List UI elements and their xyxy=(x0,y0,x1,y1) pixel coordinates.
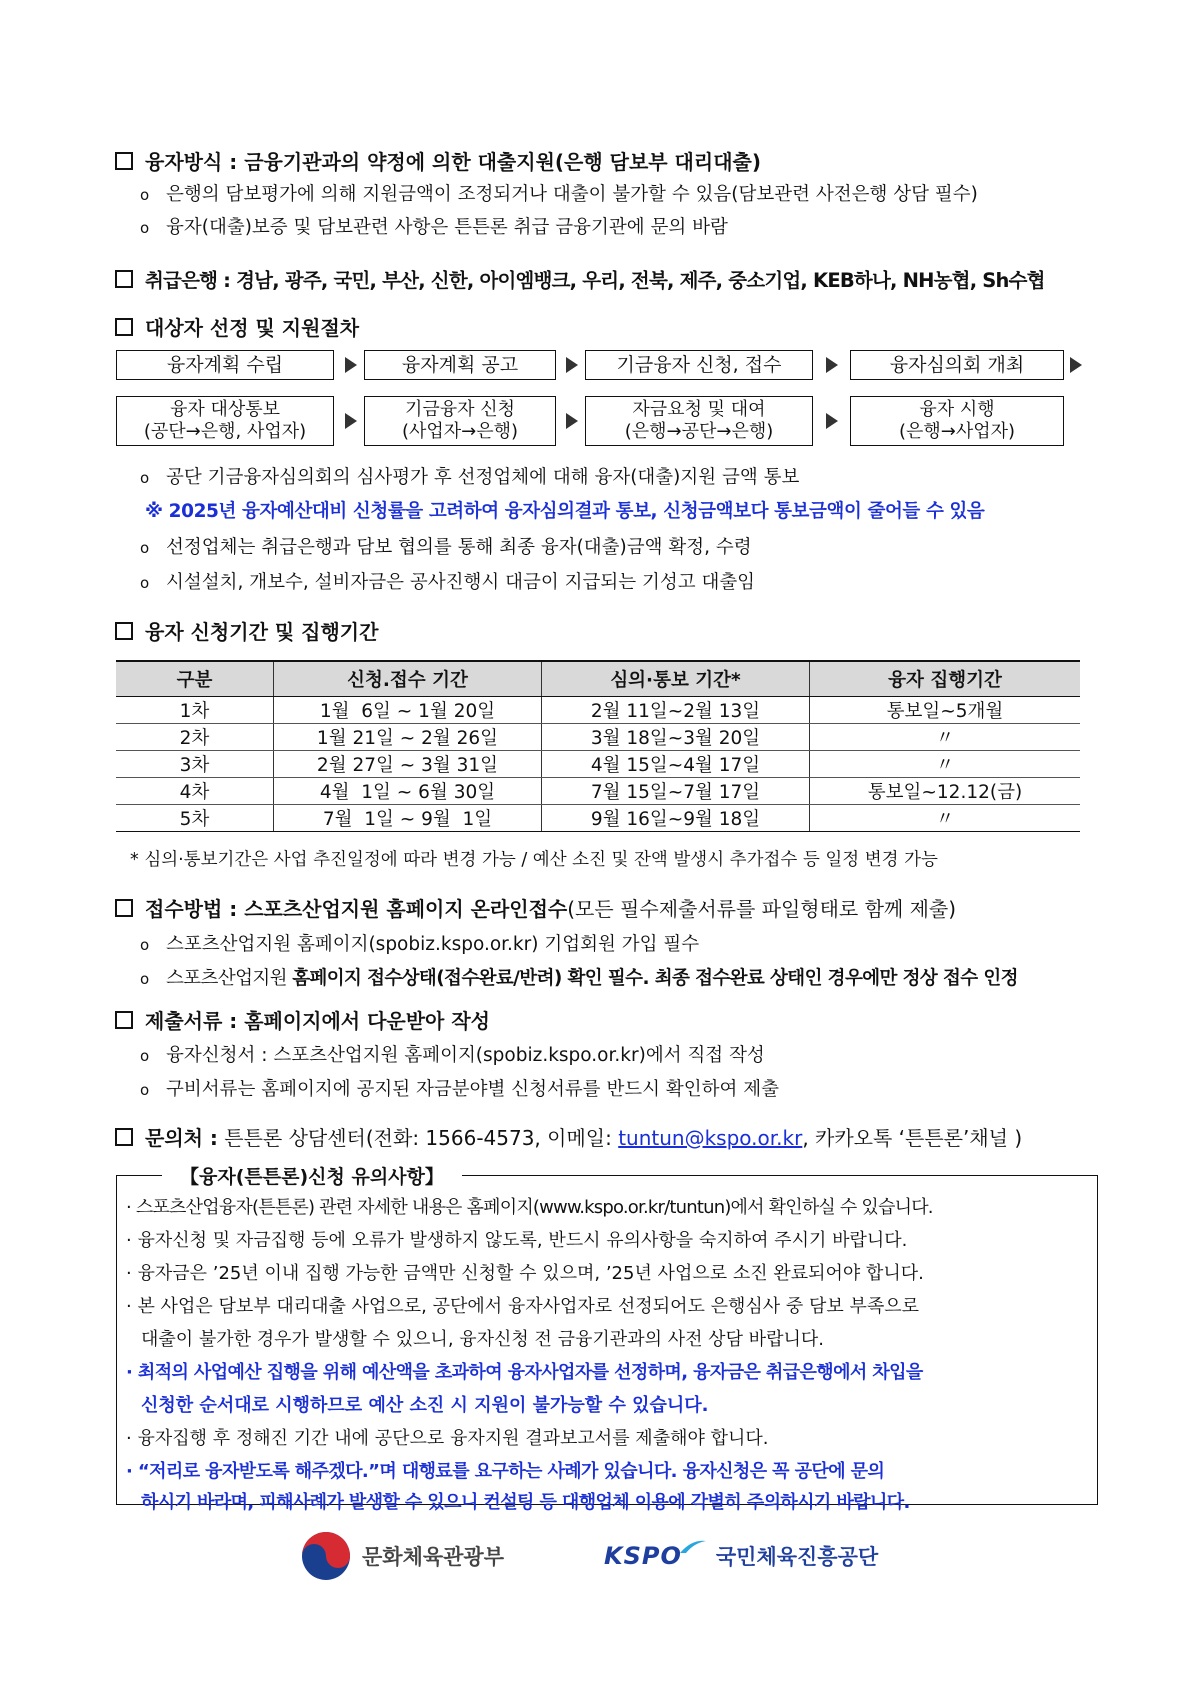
square-bullet-icon xyxy=(115,270,133,288)
section-selection xyxy=(115,312,1080,341)
kspo-wordmark: KSPO xyxy=(604,1542,682,1570)
flow-step: 자금요청 및 대여 (은행→공단→은행) xyxy=(585,396,813,446)
square-bullet-icon xyxy=(115,899,133,917)
arrow-right-icon xyxy=(826,357,838,373)
section-loan-method xyxy=(115,146,1080,175)
section-title: 제출서류 : 홈페이지에서 다운받아 작성 xyxy=(145,1009,490,1033)
list-item: o 스포츠산업지원 홈페이지 접수상태(접수완료/반려) 확인 필수. 최종 접수완료 상태인 경우에만 정상 접수 인정 xyxy=(140,968,1018,989)
list-item: o 시설설치, 개보수, 설비자금은 공사진행시 대금이 지급되는 기성고 대출임 xyxy=(140,572,756,593)
list-item: o 은행의 담보평가에 의해 지원금액이 조정되거나 대출이 불가할 수 있음(담보관련 사전은행 상담 필수) xyxy=(140,184,978,205)
circle-bullet-icon: o xyxy=(140,936,150,954)
flow-step: 융자 시행 (은행→사업자) xyxy=(850,396,1064,446)
table-row: 1차 1월 6일 ~ 1월 20일 2월 11일~2월 13일 통보일~5개월 xyxy=(116,697,1080,724)
caution-line: · 융자신청 및 자금집행 등에 오류가 발생하지 않도록, 반드시 유의사항을 숙지하여 주시기 바랍니다. xyxy=(126,1230,908,1251)
flow-step: 기금융자 신청 (사업자→은행) xyxy=(364,396,556,446)
mcst-name: 문화체육관광부 xyxy=(362,1545,505,1569)
section-title: 융자 신청기간 및 집행기간 xyxy=(145,620,379,644)
list-item: o 스포츠산업지원 홈페이지(spobiz.kspo.or.kr) 기업회원 가입 필수 xyxy=(140,934,700,955)
table-header: 신청.접수 기간 xyxy=(274,661,542,697)
square-bullet-icon xyxy=(115,622,133,640)
notice-text: ※ 2025년 융자예산대비 신청률을 고려하여 융자심의결과 통보, 신청금액보다 통보금액이 줄어들 수 있음 xyxy=(145,501,985,522)
flow-step: 기금융자 신청, 접수 xyxy=(585,350,813,380)
section-apply-method: 접수방법 : 스포츠산업지원 홈페이지 온라인접수(모든 필수제출서류를 파일형태로 함께 제출) xyxy=(115,893,1080,922)
arrow-right-icon xyxy=(566,413,578,429)
table-header: 융자 집행기간 xyxy=(810,661,1081,697)
circle-bullet-icon: o xyxy=(140,469,150,487)
list-item: o 융자(대출)보증 및 담보관련 사항은 튼튼론 취급 금융기관에 문의 바람 xyxy=(140,217,728,238)
kspo-logo xyxy=(604,1528,878,1584)
table-header-row xyxy=(116,661,1080,697)
contact-email-link[interactable]: tuntun@kspo.or.kr xyxy=(618,1126,803,1150)
caution-line: · 최적의 사업예산 집행을 위해 예산액을 초과하여 융자사업자를 선정하며, 융자금은 취급은행에서 차입을 xyxy=(126,1362,923,1383)
arrow-right-icon xyxy=(345,413,357,429)
kspo-name: 국민체육진흥공단 xyxy=(715,1545,879,1569)
table-row: 2차 1월 21일 ~ 2월 26일 3월 18일~3월 20일 〃 xyxy=(116,724,1080,751)
caution-line: 신청한 순서대로 시행하므로 예산 소진 시 지원이 불가능할 수 있습니다. xyxy=(141,1395,709,1416)
swoosh-icon xyxy=(678,1537,708,1557)
square-bullet-icon xyxy=(115,1011,133,1029)
square-bullet-icon xyxy=(115,318,133,336)
arrow-right-icon xyxy=(1070,357,1082,373)
list-item: o 구비서류는 홈페이지에 공지된 자금분야별 신청서류를 반드시 확인하여 제출 xyxy=(140,1079,780,1100)
section-title: 대상자 선정 및 지원절차 xyxy=(145,316,360,340)
circle-bullet-icon: o xyxy=(140,574,150,592)
table-row: 5차 7월 1일 ~ 9월 1일 9월 16일~9월 18일 〃 xyxy=(116,805,1080,832)
caution-line: 대출이 불가한 경우가 발생할 수 있으니, 융자신청 전 금융기관과의 사전 상담 바랍니다. xyxy=(141,1329,824,1350)
square-bullet-icon xyxy=(115,152,133,170)
section-documents xyxy=(115,1005,1080,1034)
table-header: 구분 xyxy=(116,661,274,697)
caution-title: 【융자(튼튼론)신청 유의사항】 xyxy=(162,1162,462,1189)
mcst-logo xyxy=(300,1528,504,1584)
list-item: o 융자신청서 : 스포츠산업지원 홈페이지(spobiz.kspo.or.kr)에서 직접 작성 xyxy=(140,1045,765,1066)
section-title: 취급은행 : 경남, 광주, 국민, 부산, 신한, 아이엠뱅크, 우리, 전북, 제주, 중소기업, KEB하나, NH농협, Sh수협 xyxy=(145,269,1045,292)
circle-bullet-icon: o xyxy=(140,1081,150,1099)
circle-bullet-icon: o xyxy=(140,970,149,988)
circle-bullet-icon: o xyxy=(140,186,150,204)
flow-step: 융자계획 수립 xyxy=(116,350,334,380)
taegeuk-icon xyxy=(300,1530,352,1582)
list-item: o 선정업체는 취급은행과 담보 협의를 통해 최종 융자(대출)금액 확정, 수령 xyxy=(140,537,752,558)
circle-bullet-icon: o xyxy=(140,1047,150,1065)
table-row: 3차 2월 27일 ~ 3월 31일 4월 15일~4월 17일 〃 xyxy=(116,751,1080,778)
section-contact: 문의처 : 튼튼론 상담센터(전화: 1566-4573, 이메일: tuntun@kspo.or.kr, 카카오톡 ‘튼튼론’채널 ) xyxy=(115,1122,1080,1151)
caution-line: · 스포츠산업융자(튼튼론) 관련 자세한 내용은 홈페이지(www.kspo.or.kr/tuntun)에서 확인하실 수 있습니다. xyxy=(126,1197,933,1218)
circle-bullet-icon: o xyxy=(140,219,150,237)
flow-step: 융자심의회 개최 xyxy=(850,350,1064,380)
arrow-right-icon xyxy=(826,413,838,429)
flow-step: 융자 대상통보 (공단→은행, 사업자) xyxy=(116,396,334,446)
caution-line: 하시기 바라며, 피해사례가 발생할 수 있으니 컨설팅 등 대행업체 이용에 각별히 주의하시기 바랍니다. xyxy=(141,1492,910,1513)
schedule-table xyxy=(116,660,1080,832)
section-title: 융자방식 : 금융기관과의 약정에 의한 대출지원(은행 담보부 대리대출) xyxy=(145,150,761,174)
section-period xyxy=(115,616,1080,645)
flow-step: 융자계획 공고 xyxy=(364,350,556,380)
caution-line: · 융자집행 후 정해진 기간 내에 공단으로 융자지원 결과보고서를 제출해야 합니다. xyxy=(126,1428,769,1449)
caution-line: · “저리로 융자받도록 해주겠다.”며 대행료를 요구하는 사례가 있습니다. 융자신청은 꼭 공단에 문의 xyxy=(126,1461,885,1482)
table-header: 심의·통보 기간* xyxy=(542,661,810,697)
arrow-right-icon xyxy=(345,357,357,373)
square-bullet-icon xyxy=(115,1128,133,1146)
table-row: 4차 4월 1일 ~ 6월 30일 7월 15일~7월 17일 통보일~12.12(금) xyxy=(116,778,1080,805)
table-footnote: * 심의·통보기간은 사업 추진일정에 따라 변경 가능 / 예산 소진 및 잔액 발생시 추가접수 등 일정 변경 가능 xyxy=(130,850,938,870)
caution-line: · 융자금은 ’25년 이내 집행 가능한 금액만 신청할 수 있으며, ’25년 사업으로 소진 완료되어야 합니다. xyxy=(126,1263,924,1284)
caution-line: · 본 사업은 담보부 대리대출 사업으로, 공단에서 융자사업자로 선정되어도 은행심사 중 담보 부족으로 xyxy=(126,1296,920,1317)
circle-bullet-icon: o xyxy=(140,539,150,557)
list-item: o 공단 기금융자심의회의 심사평가 후 선정업체에 대해 융자(대출)지원 금액 통보 xyxy=(140,467,800,488)
arrow-right-icon xyxy=(566,357,578,373)
section-banks xyxy=(115,265,1080,293)
